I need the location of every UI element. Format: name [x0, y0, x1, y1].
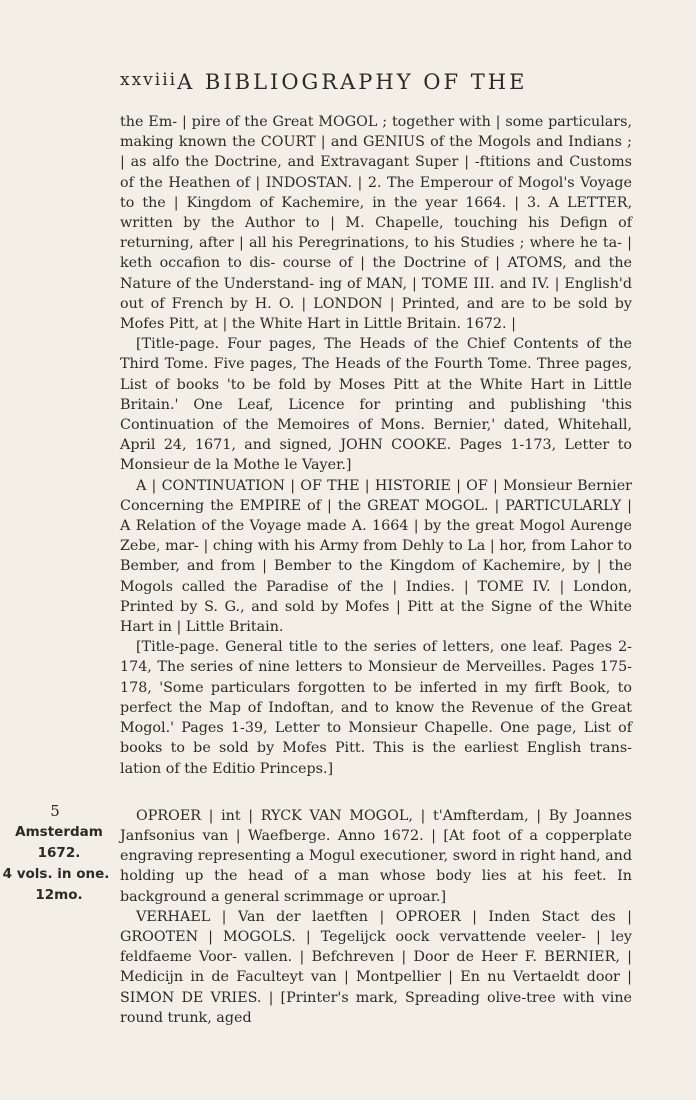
entry-number: 5	[50, 802, 60, 820]
page-body	[120, 112, 632, 1028]
margin-note	[4, 801, 114, 906]
entry-format: 12mo.	[35, 887, 83, 903]
running-title: A BIBLIOGRAPHY OF THE	[177, 70, 528, 94]
entry-volumes: 4 vols. in one.	[2, 866, 110, 882]
running-header	[120, 70, 630, 94]
paragraph-continuation-title: A | CONTINUATION | OF THE | HISTORIE | OF | Monsieur Bernier Concerning the EMPIRE of | the GREAT MOGOL. | PARTICULARLY | A Relation of the Voyage made A. 1664 | by the great Mogol Aurenge Zebe, mar- | ching with his Army from Dehly to La | hor, from Lahor to Bember, and from | Bember to the Kingdom of Kachemire, by | the Mogols called the Paradise of the | Indies. | TOME IV. | London, Printed by S. G., and sold by Mofes | Pitt at the Signe of the White Hart in | Little Britain.	[120, 477, 632, 636]
paragraph-collation-1: [Title-page. Four pages, The Heads of the Chief Contents of the Third Tome. Five pages, The Heads of the Fourth Tome. Three pages, List of books 'to be fold by Moses Pitt at the White Hart in Little Britain.' One Leaf, Licence for printing and publishing 'this Continuation of the Memoires of Mons. Bernier,' dated, Whitehall, April 24, 1671, and signed, JOHN COOKE. Pages 1-173, Letter to Monsieur de la Mothe le Vayer.]	[120, 336, 632, 474]
paragraph-entry-5: OPROER | int | RYCK VAN MOGOL, | t'Amfterdam, | By Joannes Janfsonius van | Waefberge. Anno 1672. | [At foot of a copperplate engraving representing a Mogul executioner, sword in right hand, and holding up the head of a man whose body lies at his feet. In background a general scrimmage or uproar.]	[120, 807, 632, 905]
paragraph-verhael: VERHAEL | Van der laetften | OPROER | Inden Stact des | GROOTEN | MOGOLS. | Tegelijck oock vervattende veeler- | ley feldfaeme Voor- vallen. | Befchreven | Door de Heer F. BERNIER, | Medicijn in de Faculteyt van | Montpellier | En nu Vertaeldt door | SIMON DE VRIES. | [Printer's mark, Spreading olive-tree with vine round trunk, aged	[120, 908, 632, 1026]
paragraph-collation-2: [Title-page. General title to the series of letters, one leaf. Pages 2-174, The series of nine letters to Monsieur de Merveilles. Pages 175-178, 'Some particulars forgotten to be inferted in my firft Book, to perfect the Map of Indoftan, and to know the Revenue of the Great Mogol.' Pages 1-39, Letter to Monsieur Chapelle. One page, List of books to be sold by Mofes Pitt. This is the earliest English trans- lation of the Editio Princeps.]	[120, 639, 632, 777]
entry-year: 1672.	[37, 845, 81, 861]
paragraph-title-continued: the Em- | pire of the Great MOGOL ; together with | some particulars, making known the COURT | and GENIUS of the Mogols and Indians ; | as alfo the Doctrine, and Extravagant Super | -ftitions and Customs of the Heathen of | INDOSTAN. | 2. The Emperour of Mogol's Voyage to the | Kingdom of Kachemire, in the year 1664. | 3. A LETTER, written by the Author to | M. Chapelle, touching his Defign of returning, after | all his Peregrinations, to his Studies ; where he ta- | keth occafion to dis- course of | the Doctrine of | ATOMS, and the Nature of the Understand- ing of MAN, | TOME III. and IV. | English'd out of French by H. O. | LONDON | Printed, and are to be sold by Mofes Pitt, at | the White Hart in Little Britain. 1672. |	[120, 114, 632, 333]
entry-place: Amsterdam	[15, 824, 103, 840]
page-number: xxviii	[120, 70, 178, 90]
